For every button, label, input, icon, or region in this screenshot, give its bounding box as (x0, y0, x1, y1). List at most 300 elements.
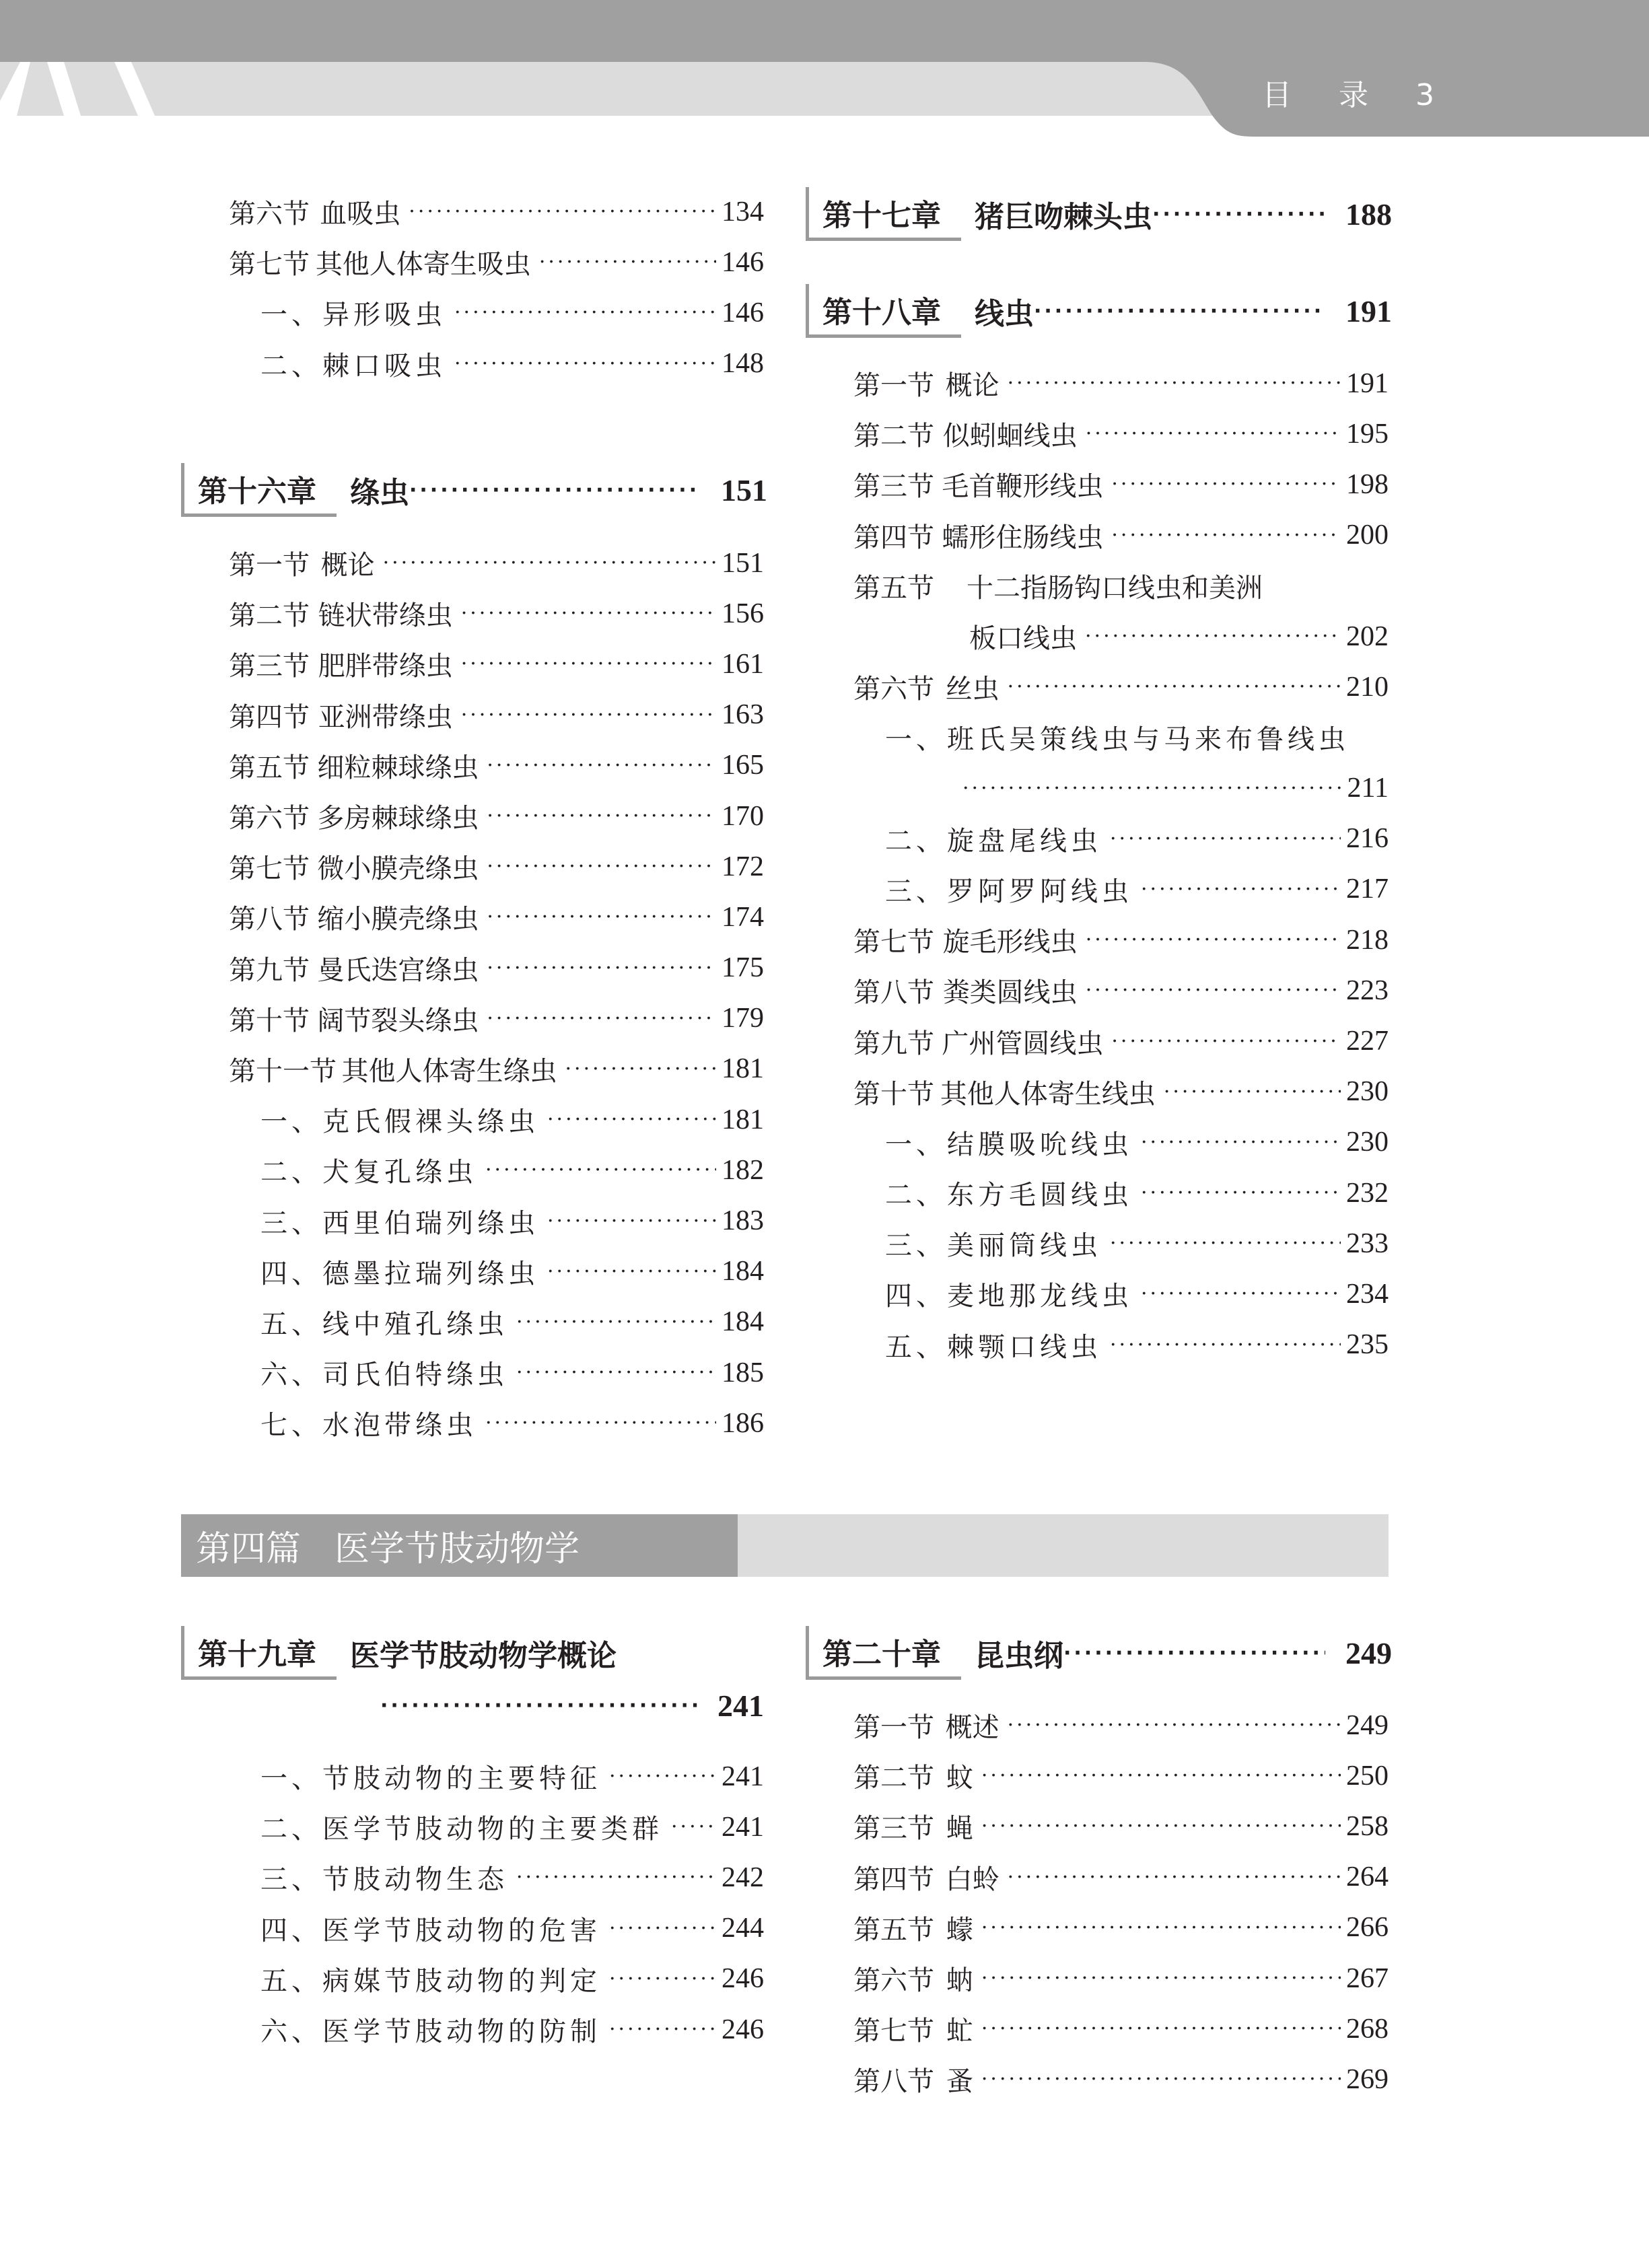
toc-entry[interactable] (853, 2054, 1389, 2104)
toc-entry[interactable] (853, 1750, 1389, 1801)
entry-title: 广州管圆线虫 (942, 1028, 1104, 1059)
entry-page: 223 (1346, 974, 1389, 1006)
toc-entry[interactable] (853, 1269, 1389, 1319)
toc-entry[interactable] (229, 1145, 764, 1195)
entry-label: 一、 (260, 1763, 322, 1795)
toc-entry[interactable] (853, 662, 1389, 712)
toc-entry[interactable] (853, 763, 1389, 814)
toc-list-chapter18 (853, 358, 1389, 1370)
dot-leader (1141, 1131, 1341, 1154)
entry-title: 医学节肢动物的防制 (322, 2016, 601, 2048)
dot-leader (547, 1260, 716, 1283)
toc-list-chapter20 (853, 1700, 1389, 2105)
entry-label: 第七节 (853, 2016, 934, 2047)
toc-entry[interactable] (853, 1953, 1389, 2004)
toc-entry[interactable] (229, 1347, 764, 1398)
dot-leader (1110, 1333, 1341, 1357)
entry-label: 二、 (885, 825, 947, 857)
dot-leader (1141, 878, 1341, 901)
entry-title: 德墨拉瑞列绦虫 (322, 1258, 539, 1289)
toc-entry[interactable] (229, 1398, 764, 1448)
toc-entry[interactable] (229, 892, 764, 942)
toc-entry[interactable] (853, 1218, 1389, 1269)
dot-leader (1008, 675, 1341, 699)
entry-page: 202 (1346, 621, 1389, 652)
chapter-page: 191 (1345, 293, 1392, 328)
chapter-18-heading[interactable] (806, 284, 1392, 338)
entry-label: 六、 (260, 1359, 322, 1391)
toc-entry[interactable] (229, 943, 764, 993)
dot-leader (461, 602, 716, 625)
entry-title: 西里伯瑞列绦虫 (322, 1207, 539, 1239)
toc-list-chapter19 (229, 1751, 764, 2055)
header-title-char: 录 (1339, 78, 1368, 112)
entry-title: 丝虫 (945, 674, 999, 705)
dot-leader (609, 1917, 716, 1940)
chapter-label: 第十六章 (184, 463, 337, 517)
dot-leader (981, 1814, 1341, 1838)
entry-page: 182 (722, 1154, 764, 1186)
toc-entry[interactable] (229, 1802, 764, 1852)
dot-leader (1008, 1713, 1341, 1737)
toc-entry[interactable] (853, 510, 1389, 561)
entry-label: 第三节 (853, 1813, 934, 1845)
dot-leader (671, 1815, 716, 1839)
entry-title: 蠕形住肠线虫 (942, 522, 1104, 553)
entry-label: 三、 (260, 1864, 322, 1896)
entry-label: 一、 (260, 1106, 322, 1138)
dot-leader (981, 1764, 1341, 1787)
toc-entry[interactable] (229, 2004, 764, 2055)
entry-label: 一、 (260, 299, 322, 331)
dot-leader (1152, 203, 1325, 226)
chapter-17-heading[interactable] (806, 187, 1392, 241)
dot-leader (485, 1158, 716, 1182)
dot-leader (516, 1361, 716, 1384)
entry-page: 266 (1346, 1912, 1389, 1944)
dot-leader (1141, 1282, 1341, 1306)
toc-entry[interactable] (229, 1903, 764, 1954)
entry-label: 第二节 (853, 1763, 934, 1794)
entry-title: 粪类圆线虫 (942, 977, 1078, 1009)
toc-entry[interactable] (229, 1246, 764, 1297)
entry-page: 195 (1346, 418, 1389, 450)
entry-title: 旋毛形线虫 (942, 927, 1078, 958)
toc-entry[interactable] (229, 339, 764, 389)
toc-entry[interactable] (229, 1297, 764, 1347)
toc-entry[interactable] (853, 1117, 1389, 1168)
entry-title: 阔节裂头绦虫 (317, 1005, 479, 1036)
entry-label: 第一节 (853, 1712, 934, 1744)
toc-entry[interactable] (853, 409, 1389, 459)
entry-label: 第九节 (229, 954, 310, 986)
chapter-title: 猪巨吻棘头虫 (975, 200, 1152, 234)
chapter-19-heading[interactable] (181, 1626, 767, 1680)
entry-label: 第八节 (853, 977, 934, 1009)
entry-page: 241 (722, 1761, 764, 1792)
entry-title: 蠓 (946, 1914, 973, 1946)
dot-leader (1110, 827, 1341, 851)
entry-page: 198 (1346, 468, 1389, 500)
entry-title: 蚋 (946, 1965, 973, 1997)
entry-label: 第八节 (853, 2066, 934, 2098)
chapter-page: 249 (1345, 1635, 1392, 1670)
entry-page: 210 (1346, 671, 1389, 703)
entry-title: 医学节肢动物的主要类群 (322, 1814, 663, 1845)
dot-leader (565, 1057, 716, 1081)
part-title-box (181, 1514, 738, 1577)
entry-page: 170 (722, 800, 764, 832)
entry-title: 水泡带绦虫 (322, 1410, 477, 1442)
dot-leader (487, 905, 716, 929)
chapter-label: 第十七章 (809, 187, 961, 241)
entry-label: 二、 (260, 350, 322, 382)
entry-title: 线中殖孔绦虫 (322, 1308, 508, 1340)
dot-leader (380, 1694, 697, 1717)
entry-page: 264 (1346, 1862, 1389, 1893)
part-label: 第四篇 (196, 1529, 302, 1569)
entry-label: 第五节 (853, 572, 934, 604)
dot-leader (1086, 928, 1341, 952)
toc-entry[interactable] (853, 2004, 1389, 2054)
entry-title: 司氏伯特绦虫 (322, 1359, 508, 1391)
dot-leader (487, 956, 716, 980)
toc-entry[interactable] (853, 1320, 1389, 1370)
entry-page: 146 (722, 246, 764, 278)
dot-leader (487, 855, 716, 878)
entry-page: 250 (1346, 1760, 1389, 1792)
entry-title: 克氏假裸头绦虫 (322, 1106, 539, 1138)
entry-title: 概论 (320, 550, 375, 581)
toc-entry[interactable] (229, 538, 764, 588)
toc-entry[interactable] (229, 841, 764, 892)
entry-page: 269 (1346, 2063, 1389, 2095)
header-title-char: 目 (1262, 78, 1292, 112)
entry-label: 第三节 (229, 651, 310, 682)
entry-title: 棘颚口线虫 (947, 1331, 1102, 1363)
dot-leader (1164, 1080, 1341, 1104)
entry-page: 186 (722, 1407, 764, 1439)
entry-page: 244 (722, 1913, 764, 1944)
entry-page: 200 (1346, 520, 1389, 551)
entry-label: 第六节 (229, 199, 310, 230)
entry-label: 第五节 (853, 1914, 934, 1946)
entry-page: 242 (722, 1862, 764, 1893)
dot-leader (1008, 371, 1341, 395)
entry-label: 七、 (260, 1410, 322, 1442)
entry-page: 185 (722, 1357, 764, 1388)
entry-page: 235 (1346, 1329, 1389, 1361)
dot-leader (547, 1209, 716, 1233)
entry-page: 165 (722, 750, 764, 781)
dot-leader (409, 479, 701, 502)
toc-entry[interactable] (853, 864, 1389, 915)
dot-leader (1141, 1181, 1341, 1205)
entry-title: 白蛉 (945, 1864, 999, 1895)
entry-label: 第五节 (229, 752, 310, 783)
entry-page: 181 (722, 1104, 764, 1135)
entry-page: 184 (722, 1306, 764, 1338)
chapter-page: 151 (721, 472, 767, 507)
dot-leader (487, 754, 716, 777)
dot-leader (485, 1411, 716, 1435)
toc-entry[interactable] (853, 611, 1389, 662)
entry-label: 二、 (885, 1180, 947, 1211)
dot-leader (1008, 1866, 1341, 1889)
entry-title: 麦地那龙线虫 (947, 1281, 1133, 1312)
entry-title: 板口线虫 (969, 623, 1077, 655)
dot-leader (487, 804, 716, 828)
toc-list-chapter15-tail (229, 186, 764, 389)
entry-title: 棘口吸虫 (322, 350, 446, 382)
entry-title: 异形吸虫 (322, 299, 446, 331)
entry-label: 第八节 (229, 904, 310, 935)
dot-leader (409, 200, 716, 223)
dot-leader (609, 2018, 716, 2041)
entry-label: 第九节 (853, 1028, 934, 1059)
entry-label: 三、 (885, 1230, 947, 1262)
entry-title: 微小膜壳绦虫 (317, 853, 479, 885)
entry-title: 亚洲带绦虫 (318, 701, 453, 733)
entry-page: 230 (1346, 1076, 1389, 1108)
toc-entry[interactable] (229, 690, 764, 740)
toc-entry[interactable] (229, 740, 764, 791)
entry-label: 第十一节 (229, 1055, 337, 1087)
entry-title: 美丽筒线虫 (947, 1230, 1102, 1262)
entry-page: 172 (722, 851, 764, 882)
entry-title: 其他人体寄生吸虫 (315, 249, 531, 281)
toc-entry[interactable] (229, 1195, 764, 1246)
dot-leader (461, 652, 716, 676)
toc-entry[interactable] (229, 186, 764, 237)
entry-title: 链状带绦虫 (318, 600, 453, 632)
chapter-title: 绦虫 (350, 476, 409, 510)
dot-leader (547, 1108, 716, 1131)
entry-page: 161 (722, 648, 764, 680)
entry-page: 233 (1346, 1228, 1389, 1259)
entry-page: 146 (722, 297, 764, 328)
entry-title: 其他人体寄生线虫 (940, 1078, 1156, 1110)
entry-label: 五、 (260, 1965, 322, 1997)
toc-entry[interactable] (229, 588, 764, 639)
entry-page: 232 (1346, 1177, 1389, 1209)
entry-label: 第一节 (229, 550, 310, 581)
toc-list-chapter16 (229, 538, 764, 1448)
toc-entry[interactable] (229, 993, 764, 1044)
entry-page: 148 (722, 348, 764, 380)
entry-title: 蚤 (946, 2066, 973, 2098)
chapter-label: 第二十章 (809, 1626, 961, 1680)
entry-label: 第四节 (229, 701, 310, 733)
entry-page: 227 (1346, 1026, 1389, 1057)
chapter-title: 医学节肢动物学概论 (350, 1639, 617, 1673)
toc-entry[interactable] (853, 1903, 1389, 1953)
dot-leader (1111, 472, 1341, 496)
dot-leader (981, 1966, 1341, 1990)
dot-leader (487, 1007, 716, 1030)
entry-label: 第四节 (853, 1864, 934, 1895)
toc-entry[interactable] (229, 1954, 764, 2004)
entry-page: 191 (1346, 367, 1389, 399)
entry-title: 东方毛圆线虫 (947, 1180, 1133, 1211)
dot-leader (516, 1866, 716, 1889)
chapter-19-page-line[interactable] (380, 1678, 764, 1732)
entry-title: 似蚓蛔线虫 (942, 421, 1078, 452)
entry-page: 246 (722, 2014, 764, 2045)
toc-entry[interactable] (229, 1852, 764, 1903)
toc-entry[interactable] (853, 965, 1389, 1016)
dot-leader (539, 250, 716, 274)
entry-title: 概论 (945, 370, 999, 402)
entry-page: 174 (722, 901, 764, 933)
dot-leader (1086, 979, 1341, 1002)
entry-title: 蚊 (946, 1763, 973, 1794)
entry-page: 181 (722, 1053, 764, 1085)
entry-page: 218 (1346, 924, 1389, 956)
entry-label: 一、 (885, 724, 947, 756)
entry-label: 二、 (260, 1157, 322, 1189)
part-4-banner[interactable] (181, 1514, 1389, 1577)
entry-page: 183 (722, 1205, 764, 1237)
entry-label: 四、 (260, 1915, 322, 1946)
toc-entry[interactable] (853, 358, 1389, 409)
chapter-label: 第十九章 (184, 1626, 337, 1680)
entry-page: 184 (722, 1256, 764, 1287)
entry-title: 结膜吸吮线虫 (947, 1129, 1133, 1160)
entry-label: 四、 (885, 1281, 947, 1312)
entry-title: 病媒节肢动物的判定 (322, 1965, 601, 1997)
dot-leader (516, 1310, 716, 1334)
entry-page: 179 (722, 1003, 764, 1034)
entry-title: 血吸虫 (320, 199, 401, 230)
chapter-title: 昆虫纲 (975, 1639, 1063, 1673)
entry-label: 第二节 (229, 600, 310, 632)
dot-leader (981, 2067, 1341, 2091)
running-header (1262, 71, 1481, 114)
entry-page: 216 (1346, 823, 1389, 855)
entry-page: 156 (722, 598, 764, 629)
chapter-20-heading[interactable] (806, 1626, 1392, 1680)
entry-title: 蝇 (946, 1813, 973, 1845)
entry-label: 第七节 (853, 927, 934, 958)
dot-leader (981, 1916, 1341, 1940)
dot-leader (1034, 299, 1325, 323)
dot-leader (383, 551, 716, 575)
toc-entry[interactable] (853, 712, 1389, 763)
entry-page: 234 (1346, 1278, 1389, 1310)
entry-label: 第六节 (853, 674, 934, 705)
entry-label: 第一节 (853, 370, 934, 402)
entry-title: 细粒棘球绦虫 (317, 752, 479, 783)
entry-label: 四、 (260, 1258, 322, 1289)
entry-label: 二、 (260, 1814, 322, 1845)
entry-title: 概述 (945, 1712, 999, 1744)
entry-title: 医学节肢动物的危害 (322, 1915, 601, 1946)
entry-title: 十二指肠钩口线虫和美洲 (967, 572, 1263, 604)
toc-entry[interactable] (229, 1044, 764, 1094)
toc-entry[interactable] (229, 1751, 764, 1802)
dot-leader (1085, 625, 1341, 648)
chapter-page: 188 (1345, 197, 1392, 232)
dot-leader (609, 1967, 716, 1991)
entry-title: 虻 (946, 2016, 973, 2047)
entry-title: 节肢动物的主要特征 (322, 1763, 601, 1795)
entry-page: 246 (722, 1963, 764, 1995)
entry-page: 268 (1346, 2013, 1389, 2045)
chapter-16-heading[interactable] (181, 463, 767, 517)
entry-title: 其他人体寄生绦虫 (341, 1055, 557, 1087)
entry-page: 175 (722, 952, 764, 984)
toc-entry[interactable] (229, 237, 764, 287)
toc-entry[interactable] (853, 561, 1389, 611)
dot-leader (1111, 524, 1341, 547)
toc-entry[interactable] (853, 1168, 1389, 1218)
toc-entry[interactable] (853, 459, 1389, 509)
page-number: 3 (1415, 78, 1434, 112)
entry-label: 第三节 (853, 471, 934, 503)
chapter-title: 线虫 (975, 297, 1034, 331)
entry-page: 134 (722, 196, 764, 227)
entry-page: 217 (1346, 874, 1389, 905)
toc-entry[interactable] (853, 1801, 1389, 1851)
chapter-label: 第十八章 (809, 284, 961, 338)
entry-label: 五、 (885, 1331, 947, 1363)
entry-title: 缩小膜壳绦虫 (317, 904, 479, 935)
entry-title: 毛首鞭形线虫 (942, 471, 1104, 503)
dot-leader (1063, 1641, 1325, 1665)
entry-page: 151 (722, 547, 764, 579)
toc-entry[interactable] (229, 287, 764, 338)
toc-entry[interactable] (229, 1094, 764, 1145)
dot-leader (1111, 1030, 1341, 1053)
entry-page: 163 (722, 699, 764, 731)
entry-label: 三、 (885, 876, 947, 907)
entry-title: 旋盘尾线虫 (947, 825, 1102, 857)
entry-label: 六、 (260, 2016, 322, 2048)
entry-label: 第十节 (853, 1078, 934, 1110)
toc-entry[interactable] (229, 791, 764, 841)
chapter-page: 241 (717, 1688, 764, 1723)
toc-entry[interactable] (853, 1067, 1389, 1117)
entry-label: 第六节 (229, 803, 310, 835)
dot-leader (609, 1765, 716, 1788)
dot-leader (454, 301, 716, 324)
entry-label: 第七节 (229, 249, 310, 281)
entry-title: 犬复孔绦虫 (322, 1157, 477, 1189)
toc-entry[interactable] (229, 639, 764, 689)
dot-leader (454, 352, 716, 376)
entry-label: 第四节 (853, 522, 934, 553)
dot-leader (461, 703, 716, 727)
toc-entry[interactable] (853, 1852, 1389, 1903)
entry-label: 第七节 (229, 853, 310, 885)
entry-page: 241 (722, 1811, 764, 1843)
entry-title: 班氏吴策线虫与马来布鲁线虫 (947, 724, 1349, 756)
entry-page: 211 (1347, 773, 1389, 804)
toc-entry[interactable] (853, 1016, 1389, 1066)
toc-entry[interactable] (853, 1700, 1389, 1750)
toc-entry[interactable] (853, 814, 1389, 864)
toc-entry[interactable] (853, 915, 1389, 965)
part-title: 医学节肢动物学 (335, 1529, 580, 1569)
entry-page: 258 (1346, 1810, 1389, 1842)
entry-label: 第六节 (853, 1965, 934, 1997)
entry-label: 第十节 (229, 1005, 310, 1036)
entry-title: 曼氏迭宫绦虫 (317, 954, 479, 986)
entry-label: 三、 (260, 1207, 322, 1239)
entry-label: 五、 (260, 1308, 322, 1340)
entry-page: 230 (1346, 1127, 1389, 1158)
